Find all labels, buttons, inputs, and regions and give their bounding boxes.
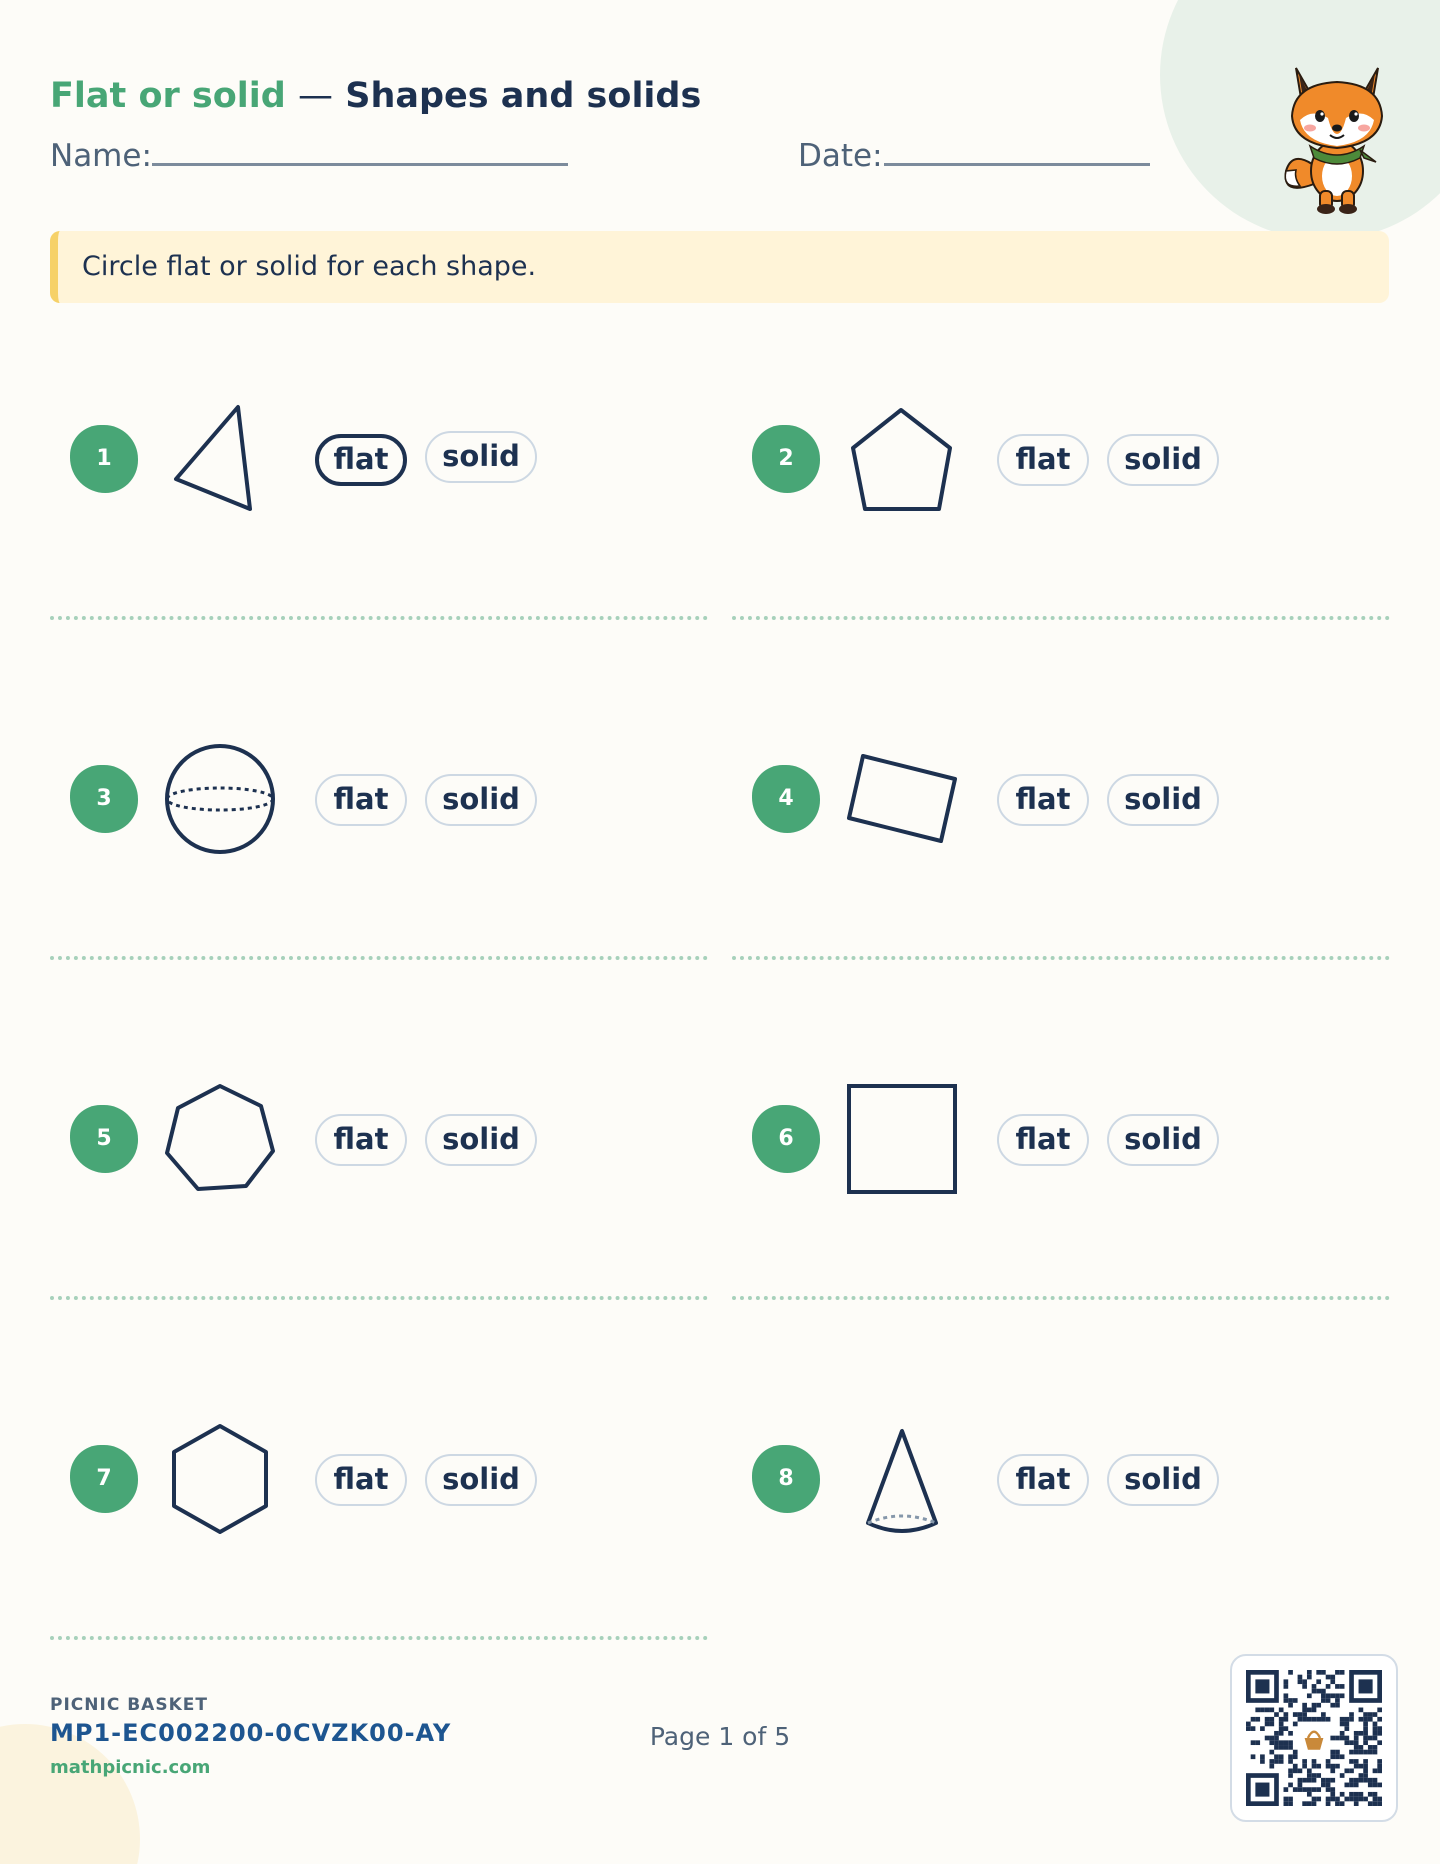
problem-number: 2 bbox=[752, 425, 820, 493]
solid-option[interactable]: solid bbox=[425, 1454, 537, 1506]
row-divider bbox=[732, 1296, 1390, 1300]
solid-option[interactable]: solid bbox=[425, 774, 537, 826]
fox-mascot-icon bbox=[1272, 46, 1402, 216]
problem-4 bbox=[732, 719, 1392, 879]
solid-option[interactable]: solid bbox=[425, 431, 537, 483]
problem-number: 6 bbox=[752, 1105, 820, 1173]
solid-option[interactable]: solid bbox=[425, 1114, 537, 1166]
flat-option[interactable]: flat bbox=[997, 434, 1089, 486]
problem-number: 3 bbox=[70, 765, 138, 833]
flat-option[interactable]: flat bbox=[997, 774, 1089, 826]
flat-option[interactable]: flat bbox=[315, 1454, 407, 1506]
pentagon-icon bbox=[842, 399, 962, 519]
sphere-icon bbox=[160, 739, 280, 859]
page-title bbox=[50, 76, 701, 116]
problem-number: 7 bbox=[70, 1445, 138, 1513]
solid-option[interactable]: solid bbox=[1107, 774, 1219, 826]
triangle-icon bbox=[160, 399, 280, 519]
square-icon bbox=[842, 1079, 962, 1199]
cone-icon bbox=[842, 1419, 962, 1539]
flat-option[interactable]: flat bbox=[315, 1114, 407, 1166]
site-link[interactable]: mathpicnic.com bbox=[50, 1757, 211, 1778]
flat-option[interactable]: flat bbox=[315, 774, 407, 826]
problem-2 bbox=[732, 379, 1392, 539]
title-separator: — bbox=[298, 76, 334, 116]
instructions-banner: Circle flat or solid for each shape. bbox=[50, 231, 1389, 303]
qr-code-icon bbox=[1246, 1670, 1382, 1806]
date-label: Date: bbox=[798, 138, 883, 174]
problem-number: 4 bbox=[752, 765, 820, 833]
footer-brand: PICNIC BASKET bbox=[50, 1695, 208, 1715]
name-field[interactable] bbox=[152, 163, 568, 166]
problem-6 bbox=[732, 1059, 1392, 1219]
row-divider bbox=[50, 956, 708, 960]
row-divider bbox=[732, 616, 1390, 620]
problem-8 bbox=[732, 1399, 1392, 1559]
page-number: Page 1 of 5 bbox=[649, 1722, 791, 1751]
rectangle-icon bbox=[842, 739, 962, 859]
problem-5 bbox=[50, 1059, 710, 1219]
solid-option[interactable]: solid bbox=[1107, 1114, 1219, 1166]
problem-3 bbox=[50, 719, 710, 879]
title-main: Shapes and solids bbox=[345, 76, 702, 116]
problem-7 bbox=[50, 1399, 710, 1559]
problem-number: 8 bbox=[752, 1445, 820, 1513]
worksheet-code: MP1-EC002200-0CVZK00-AY bbox=[50, 1719, 452, 1747]
flat-option[interactable]: flat bbox=[997, 1114, 1089, 1166]
hexagon-icon bbox=[160, 1419, 280, 1539]
name-label: Name: bbox=[50, 138, 152, 174]
solid-option[interactable]: solid bbox=[1107, 434, 1219, 486]
flat-option[interactable]: flat bbox=[315, 434, 407, 486]
row-divider bbox=[50, 1296, 708, 1300]
row-divider bbox=[50, 1636, 708, 1640]
date-field[interactable] bbox=[884, 163, 1150, 166]
problem-number: 5 bbox=[70, 1105, 138, 1173]
heptagon-icon bbox=[160, 1079, 280, 1199]
solid-option[interactable]: solid bbox=[1107, 1454, 1219, 1506]
row-divider bbox=[732, 956, 1390, 960]
row-divider bbox=[50, 616, 708, 620]
title-accent: Flat or solid bbox=[50, 76, 286, 116]
flat-option[interactable]: flat bbox=[997, 1454, 1089, 1506]
problem-number: 1 bbox=[70, 425, 138, 493]
problem-1 bbox=[50, 379, 710, 539]
qr-code[interactable] bbox=[1230, 1654, 1398, 1822]
